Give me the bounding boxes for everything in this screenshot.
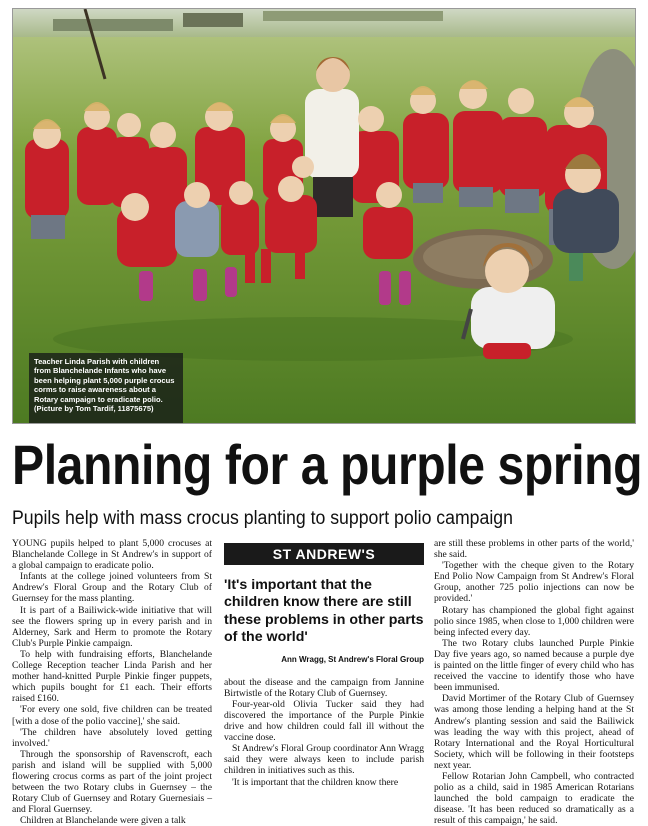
- body-column-3: [434, 538, 634, 826]
- paragraph: 'For every one sold, five children can be treated [with a dose of the polio vaccine],' she said.: [12, 704, 212, 727]
- pull-quote-attribution: Ann Wragg, St Andrew's Floral Group: [281, 654, 424, 664]
- paragraph: Through the sponsorship of Ravenscroft, each parish and island will be supplied with 5,000 flowering crocus corms as part of the joint project between the two Rotary clubs in Guernsey – the Rotary Club of Guernsey and Rotary Guernesiais – and Floral Guernsey.: [12, 748, 212, 816]
- subheadline: Pupils help with mass crocus planting to support polio campaign: [12, 508, 513, 529]
- paragraph: Four-year-old Olivia Tucker said they had discovered the importance of the Purple Pinkie drive and how children could fall ill without the vaccine dose.: [224, 698, 424, 744]
- paragraph: Infants at the college joined volunteers from St Andrew's Floral Group and the Rotary Club of Guernsey for the mass planting.: [12, 571, 212, 605]
- paragraph: The two Rotary clubs launched Purple Pinkie Day five years ago, so named because a purple dye is painted on the little finger of every child who has received the vaccine to identify those who have been immunised.: [434, 637, 634, 694]
- paragraph: YOUNG pupils helped to plant 5,000 crocuses at Blanchelande College in St Andrew's in support of a global campaign to eradicate polio.: [12, 538, 212, 572]
- paragraph: To help with fundraising efforts, Blanchelande College Reception teacher Linda Parish and her mother hand-knitted Purple Pinkie finger puppets, which pupils bought for £1 each. Their efforts raised £160.: [12, 648, 212, 705]
- article-photo: [12, 8, 636, 424]
- paragraph: It is part of a Bailiwick-wide initiative that will see the flowers spring up in every parish and in Alderney, Sark and Herm to promote the Rotary Club's Purple Pinkie campaign.: [12, 604, 212, 649]
- paragraph: 'Together with the cheque given to the Rotary End Polio Now Campaign from St Andrew's Floral Group, another 725 polio injections can now be provided.': [434, 560, 634, 605]
- body-column-2: [224, 543, 424, 788]
- paragraph: 'The children have absolutely loved getting involved.': [12, 726, 212, 749]
- pull-quote: 'It's important that the children know there are still these problems in other parts of the world': [224, 577, 424, 646]
- paragraph: Rotary has championed the global fight against polio since 1985, when close to 1,000 children were being infected every day.: [434, 604, 634, 638]
- paragraph: St Andrew's Floral Group coordinator Ann Wragg said they were always keen to include parish children in initiatives such as this.: [224, 743, 424, 777]
- paragraph: Fellow Rotarian John Campbell, who contracted polio as a child, said in 1985 American Rotarians launched the bold campaign to eradicate the disease. 'It has been reduced so dramatically as a result of this campaign,' he said.: [434, 770, 634, 826]
- paragraph: are still these problems in other parts of the world,' she said.: [434, 538, 634, 561]
- paragraph: David Mortimer of the Rotary Club of Guernsey was among those lending a helping hand at the St Andrew's planting session and said the Bailiwick was leading the way with this project, ahead of Rotary International and the Royal Horticultural Society, which will be following in their footsteps next year.: [434, 693, 634, 771]
- headline: Planning for a purple spring: [12, 433, 643, 496]
- section-kicker: ST ANDREW'S: [224, 543, 424, 565]
- paragraph: about the disease and the campaign from Jannine Birtwistle of the Rotary Club of Guernsey.: [224, 676, 424, 699]
- body-column-1: [12, 538, 212, 826]
- paragraph: 'It is important that the children know there: [232, 776, 399, 788]
- photo-caption: Teacher Linda Parish with children from Blanchelande Infants who have been helping plant 5,000 purple crocus corms to raise awareness about a Rotary campaign to eradicate polio. (Picture by Tom Tardif, 11875675): [29, 353, 183, 424]
- paragraph: Children at Blanchelande were given a talk: [20, 815, 186, 826]
